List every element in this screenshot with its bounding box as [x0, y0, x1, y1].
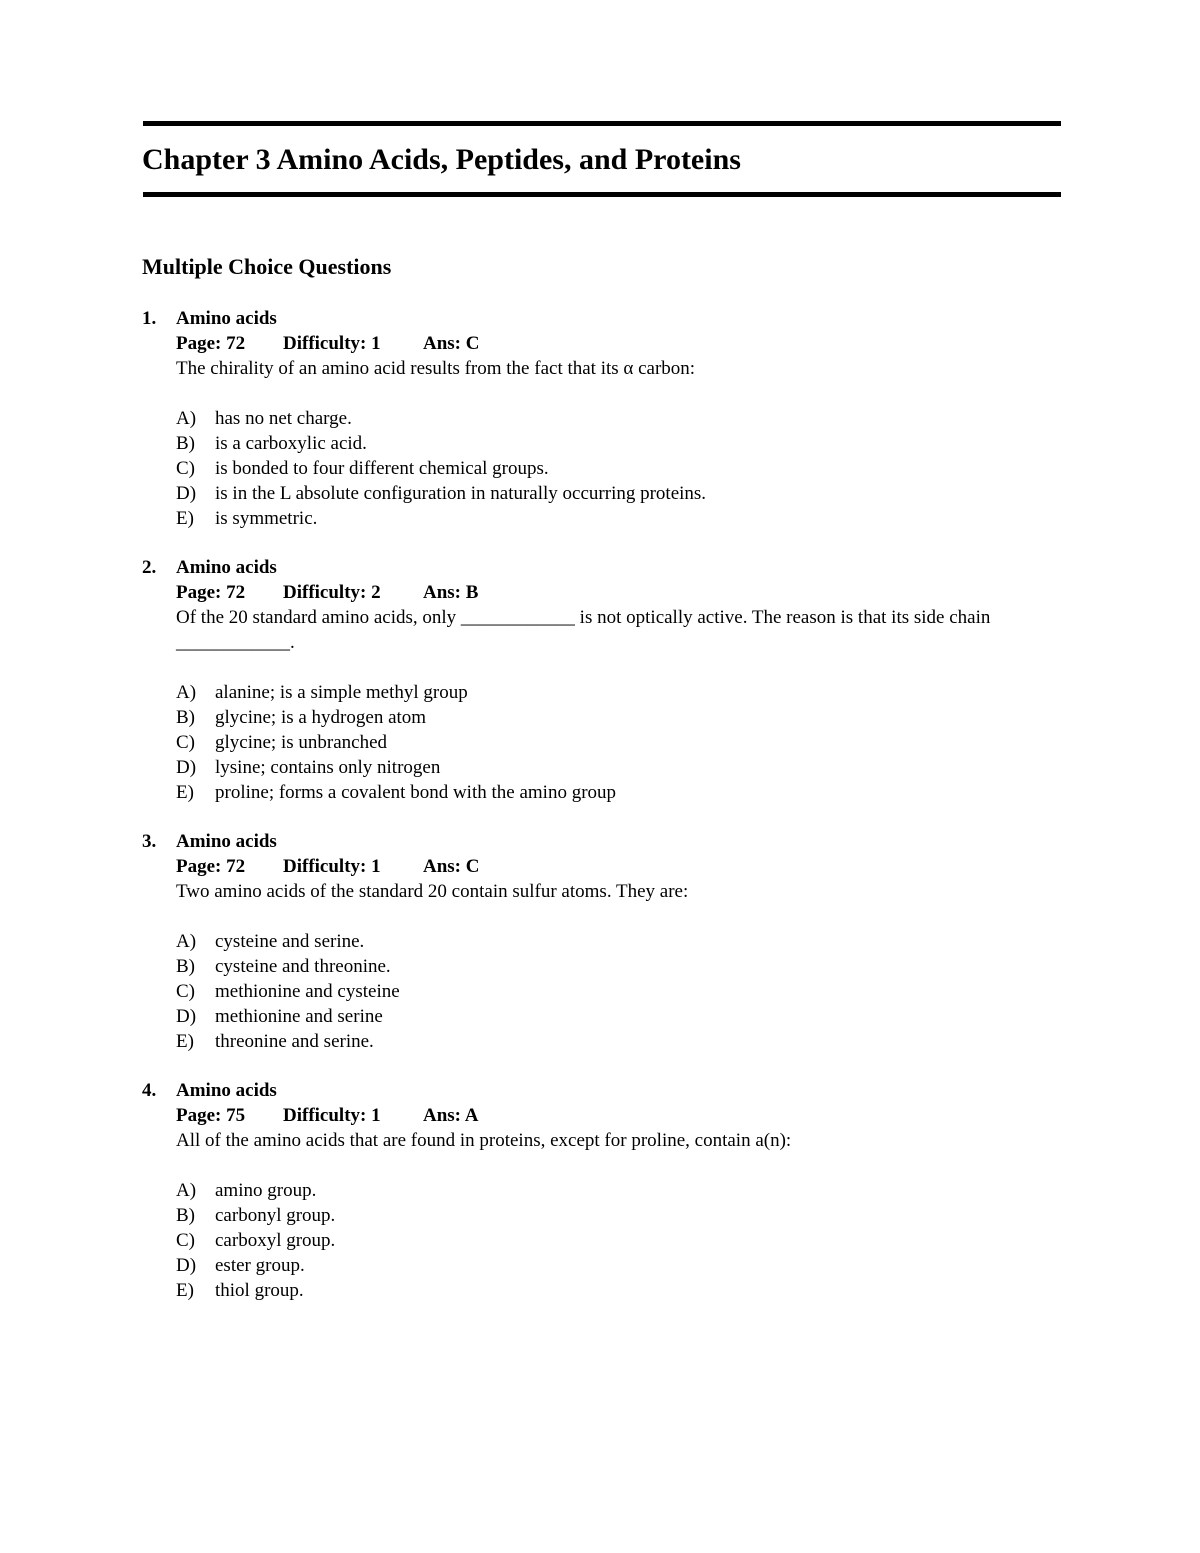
choice-list — [176, 680, 1056, 805]
question-page: Page: 75 — [176, 1105, 246, 1126]
choice-item — [176, 1203, 1056, 1228]
question-number: 3. — [142, 831, 157, 852]
choice-list — [176, 406, 1056, 531]
choice-letter: A) — [176, 931, 197, 952]
choice-letter: E) — [176, 1031, 194, 1052]
choice-text: is symmetric. — [215, 508, 318, 529]
question-answer: Ans: B — [423, 582, 479, 603]
choice-item — [176, 1253, 1056, 1278]
question-3 — [0, 829, 1200, 1078]
choice-text: threonine and serine. — [215, 1031, 374, 1052]
choice-letter: A) — [176, 682, 197, 703]
choice-item — [176, 929, 1056, 954]
question-4 — [0, 1078, 1200, 1327]
choice-text: methionine and cysteine — [215, 981, 400, 1002]
choice-text: glycine; is a hydrogen atom — [215, 707, 427, 728]
choice-text: lysine; contains only nitrogen — [215, 757, 441, 778]
top-rule — [143, 121, 1061, 126]
question-meta — [176, 854, 1056, 879]
choice-item — [176, 979, 1056, 1004]
choice-letter: C) — [176, 732, 195, 753]
choice-item — [176, 456, 1056, 481]
choice-item — [176, 755, 1056, 780]
choice-item — [176, 780, 1056, 805]
choice-item — [176, 730, 1056, 755]
question-stem: Two amino acids of the standard 20 contain sulfur atoms. They are: — [176, 881, 689, 902]
choice-item — [176, 1004, 1056, 1029]
choice-letter: A) — [176, 1180, 197, 1201]
question-difficulty: Difficulty: 2 — [283, 582, 381, 603]
choice-item — [176, 1029, 1056, 1054]
choice-item — [176, 406, 1056, 431]
choice-letter: E) — [176, 508, 194, 529]
choice-text: glycine; is unbranched — [215, 732, 388, 753]
choice-text: is a carboxylic acid. — [215, 433, 367, 454]
choice-text: carboxyl group. — [215, 1230, 336, 1251]
choice-item — [176, 1228, 1056, 1253]
question-number: 1. — [142, 308, 157, 329]
question-difficulty: Difficulty: 1 — [283, 1105, 381, 1126]
question-answer: Ans: C — [423, 333, 480, 354]
question-number: 2. — [142, 557, 157, 578]
question-meta — [176, 580, 1056, 605]
question-body — [176, 829, 1056, 1054]
choice-text: alanine; is a simple methyl group — [215, 682, 468, 703]
question-topic: Amino acids — [176, 557, 277, 578]
question-topic: Amino acids — [176, 831, 277, 852]
choice-text: cysteine and serine. — [215, 931, 365, 952]
question-meta — [176, 1103, 1056, 1128]
chapter-title: Chapter 3 Amino Acids, Peptides, and Proteins — [142, 143, 741, 176]
choice-list — [176, 929, 1056, 1054]
question-answer: Ans: A — [423, 1105, 479, 1126]
question-page: Page: 72 — [176, 856, 246, 877]
choice-text: proline; forms a covalent bond with the amino group — [215, 782, 617, 803]
question-2 — [0, 555, 1200, 829]
choice-text: has no net charge. — [215, 408, 352, 429]
question-topic: Amino acids — [176, 1080, 277, 1101]
question-stem: The chirality of an amino acid results from the fact that its α carbon: — [176, 358, 696, 379]
choice-letter: E) — [176, 1280, 194, 1301]
choice-text: is in the L absolute configuration in naturally occurring proteins. — [215, 483, 707, 504]
choice-item — [176, 1278, 1056, 1303]
choice-item — [176, 1178, 1056, 1203]
choice-letter: C) — [176, 1230, 195, 1251]
choice-letter: D) — [176, 1006, 197, 1027]
question-stem: Of the 20 standard amino acids, only ____________ is not optically active. The reason is that its side chain ____________. — [176, 607, 991, 653]
choice-letter: B) — [176, 433, 195, 454]
choice-letter: D) — [176, 757, 197, 778]
question-stem: All of the amino acids that are found in proteins, except for proline, contain a(n): — [176, 1130, 792, 1151]
section-title: Multiple Choice Questions — [142, 254, 392, 279]
question-list — [0, 306, 1200, 1327]
question-page: Page: 72 — [176, 582, 246, 603]
bottom-rule — [143, 192, 1061, 197]
choice-item — [176, 506, 1056, 531]
choice-text: cysteine and threonine. — [215, 956, 391, 977]
choice-list — [176, 1178, 1056, 1303]
choice-text: ester group. — [215, 1255, 305, 1276]
choice-letter: D) — [176, 483, 197, 504]
choice-letter: B) — [176, 956, 195, 977]
question-answer: Ans: C — [423, 856, 480, 877]
choice-letter: D) — [176, 1255, 197, 1276]
choice-item — [176, 705, 1056, 730]
question-body — [176, 1078, 1056, 1303]
choice-letter: A) — [176, 408, 197, 429]
choice-item — [176, 680, 1056, 705]
question-body — [176, 306, 1056, 531]
choice-text: carbonyl group. — [215, 1205, 336, 1226]
choice-item — [176, 431, 1056, 456]
choice-text: methionine and serine — [215, 1006, 383, 1027]
choice-item — [176, 954, 1056, 979]
question-topic: Amino acids — [176, 308, 277, 329]
choice-letter: B) — [176, 707, 195, 728]
choice-text: thiol group. — [215, 1280, 304, 1301]
choice-letter: E) — [176, 782, 194, 803]
choice-letter: C) — [176, 458, 195, 479]
choice-text: amino group. — [215, 1180, 317, 1201]
question-difficulty: Difficulty: 1 — [283, 333, 381, 354]
choice-letter: B) — [176, 1205, 195, 1226]
question-body — [176, 555, 1056, 805]
choice-letter: C) — [176, 981, 195, 1002]
question-difficulty: Difficulty: 1 — [283, 856, 381, 877]
question-1 — [0, 306, 1200, 555]
question-meta — [176, 331, 1056, 356]
question-page: Page: 72 — [176, 333, 246, 354]
choice-text: is bonded to four different chemical groups. — [215, 458, 549, 479]
question-number: 4. — [142, 1080, 157, 1101]
choice-item — [176, 481, 1056, 506]
